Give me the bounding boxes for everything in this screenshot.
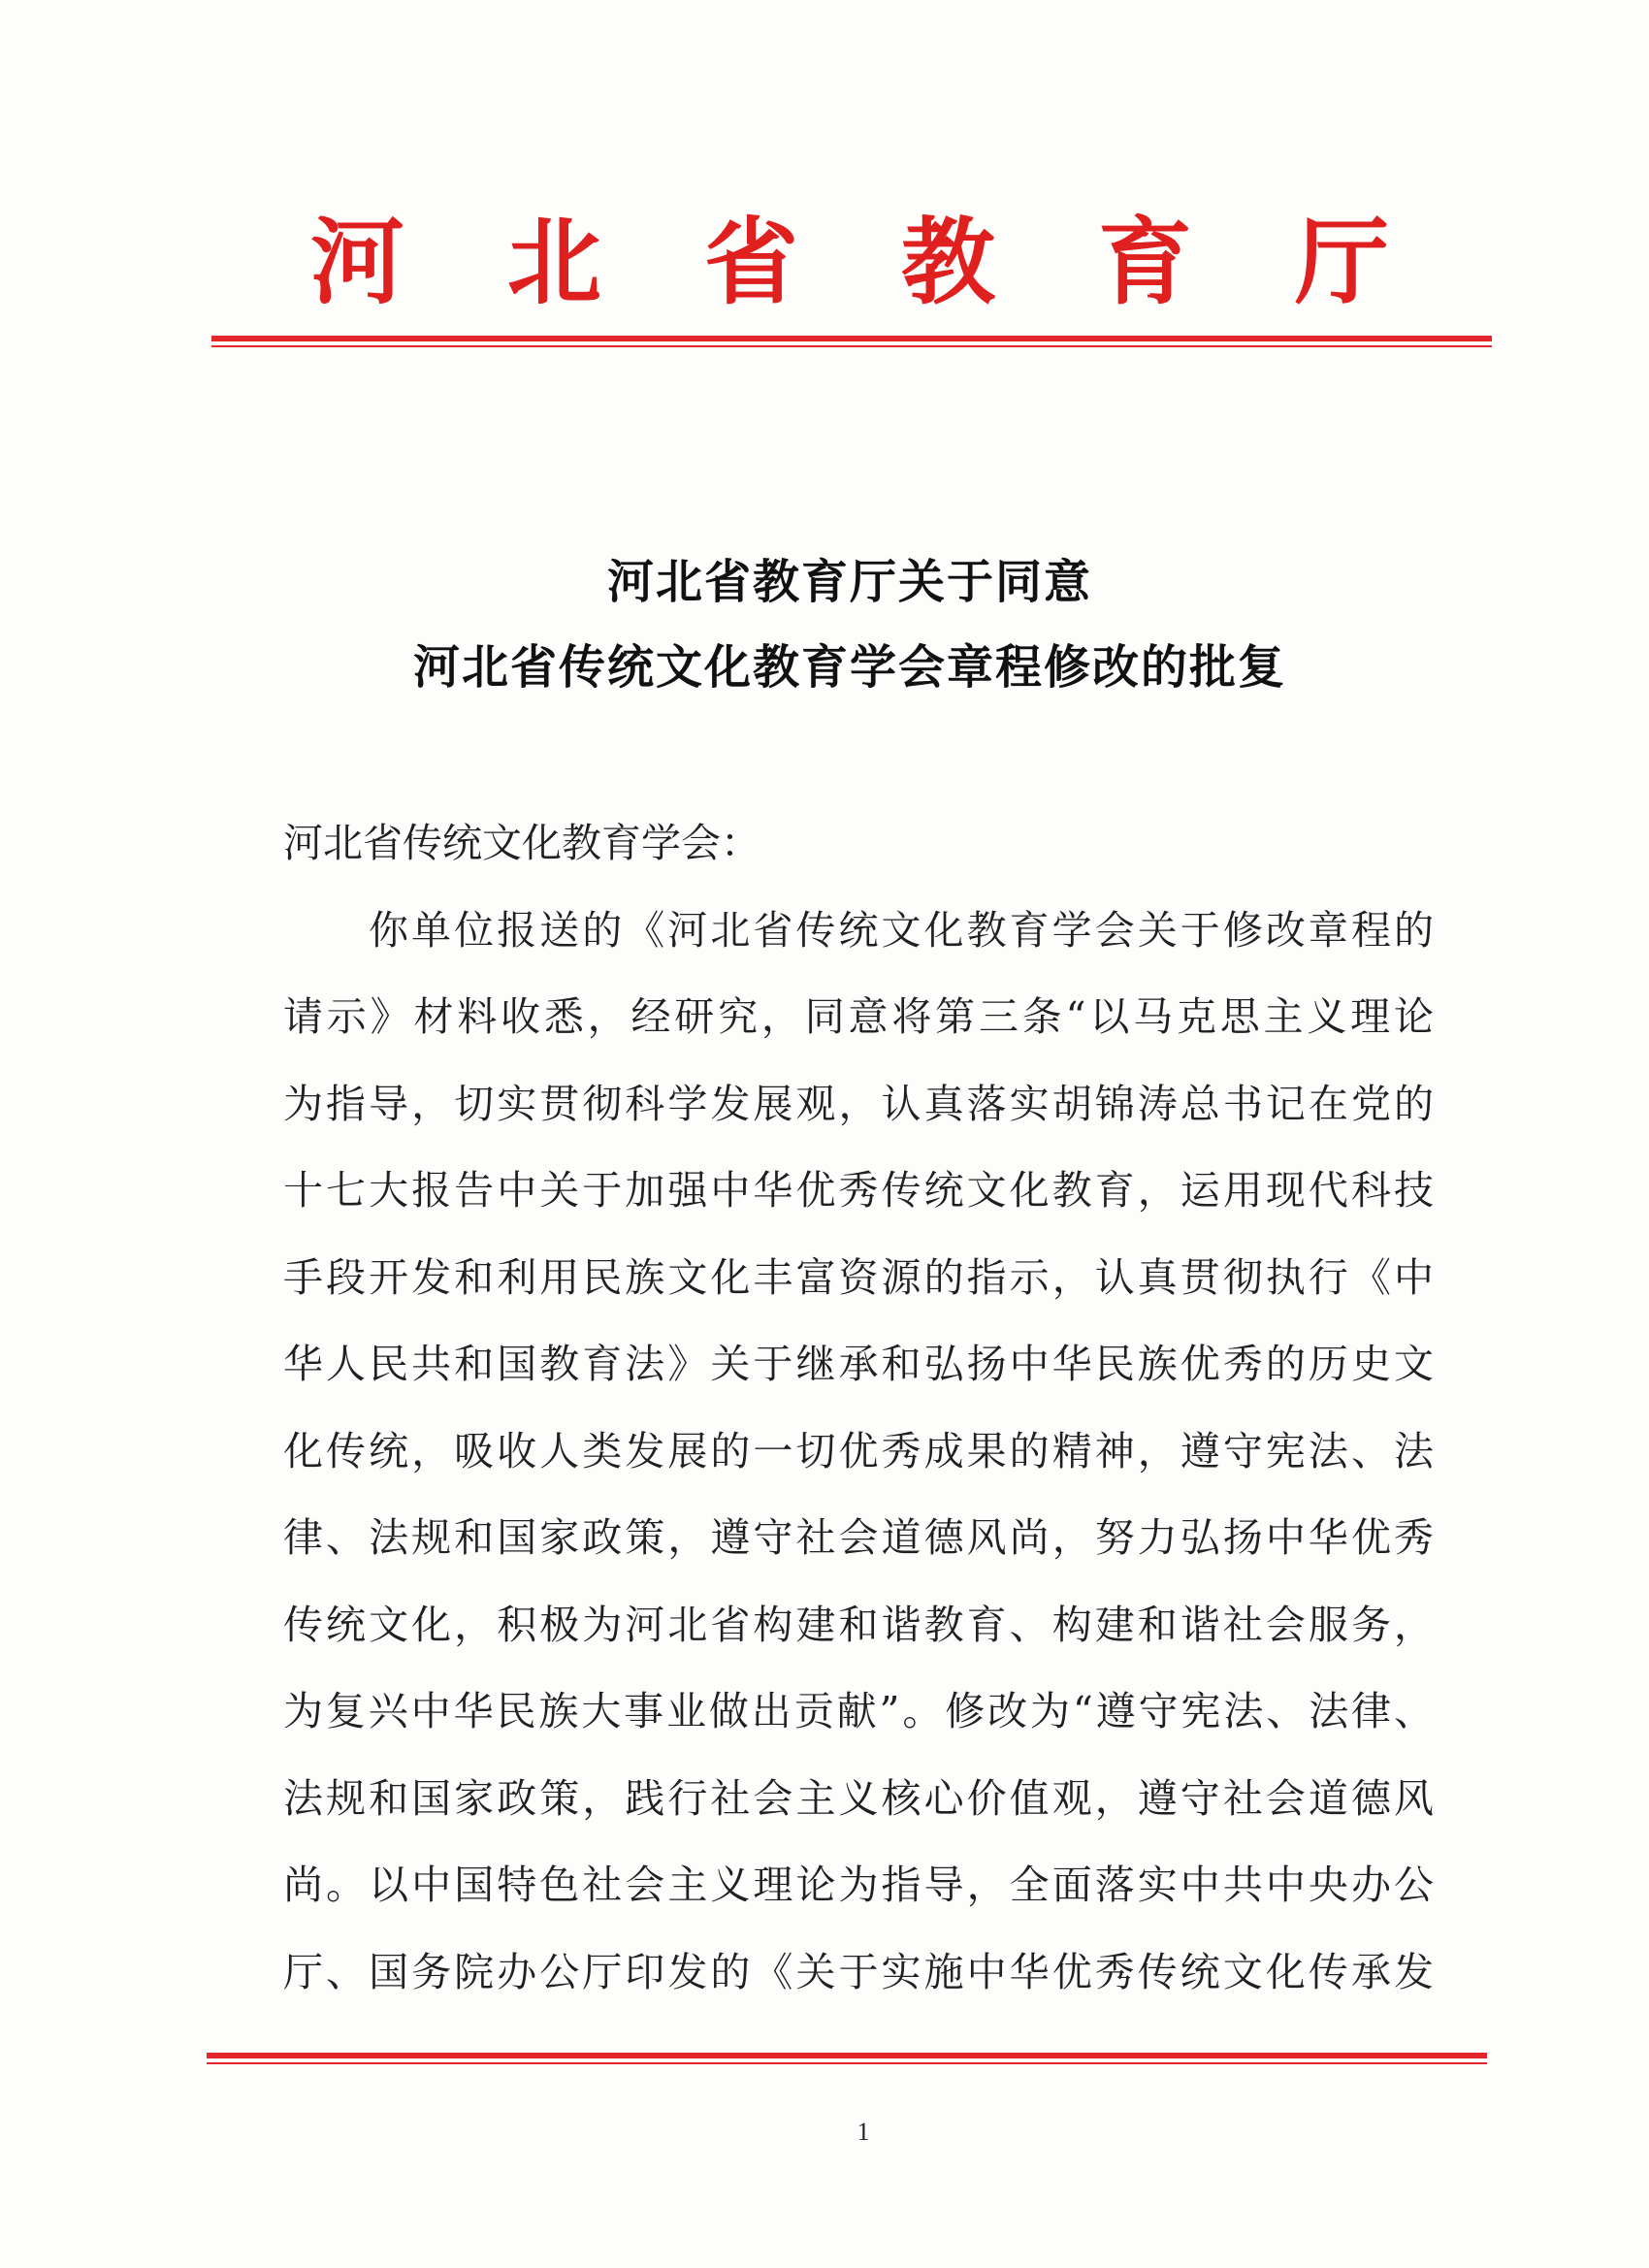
body-text-line: 为复兴中华民族大事业做出贡献”。修改为“遵守宪法、法律、 (283, 1688, 1434, 1734)
body-text-line: 律、法规和国家政策，遵守社会道德风尚，努力弘扬中华优秀 (283, 1514, 1434, 1561)
document-title (272, 539, 1428, 710)
body-text-line: 手段开发和利用民族文化丰富资源的指示，认真贯彻执行《中 (283, 1253, 1434, 1301)
body-text-line: 化传统，吸收人类发展的一切优秀成果的精神，遵守宪法、法 (283, 1427, 1434, 1474)
body-text-line: 为指导，切实贯彻科学发展观，认真落实胡锦涛总书记在党的 (283, 1080, 1434, 1127)
title-line: 河北省传统文化教育学会章程修改的批复 (412, 640, 1286, 695)
body-text-line: 华人民共和国教育法》关于继承和弘扬中华民族优秀的历史文 (283, 1341, 1434, 1387)
salutation: 河北省传统文化教育学会： (283, 820, 760, 866)
title-line: 河北省教育厅关于同意 (606, 555, 1092, 609)
body-text-line: 厅、国务院办公厅印发的《关于实施中华优秀传统文化传承发 (283, 1948, 1434, 1995)
document-body (283, 800, 1434, 2016)
body-text-line: 传统文化，积极为河北省构建和谐教育、构建和谐社会服务， (283, 1601, 1434, 1648)
page-number: 1 (857, 2118, 870, 2146)
red-rule-thick (211, 336, 1492, 341)
red-rule-thin (211, 345, 1492, 347)
letterhead-org-name: 河北省教育厅 (310, 207, 1492, 317)
body-text-line: 请示》材料收悉，经研究，同意将第三条“以马克思主义理论 (283, 993, 1434, 1040)
red-rule-thin (207, 2062, 1487, 2064)
red-rule-thick (207, 2053, 1487, 2058)
body-text-line: 你单位报送的《河北省传统文化教育学会关于修改章程的 (369, 906, 1434, 954)
footer-red-rule (207, 2053, 1487, 2064)
body-text-line: 法规和国家政策，践行社会主义核心价值观，遵守社会道德风 (283, 1774, 1434, 1822)
body-text-line: 尚。以中国特色社会主义理论为指导，全面落实中共中央办公 (283, 1862, 1434, 1908)
letterhead-red-rule (211, 336, 1492, 347)
body-text-line: 十七大报告中关于加强中华优秀传统文化教育，运用现代科技 (283, 1167, 1434, 1214)
